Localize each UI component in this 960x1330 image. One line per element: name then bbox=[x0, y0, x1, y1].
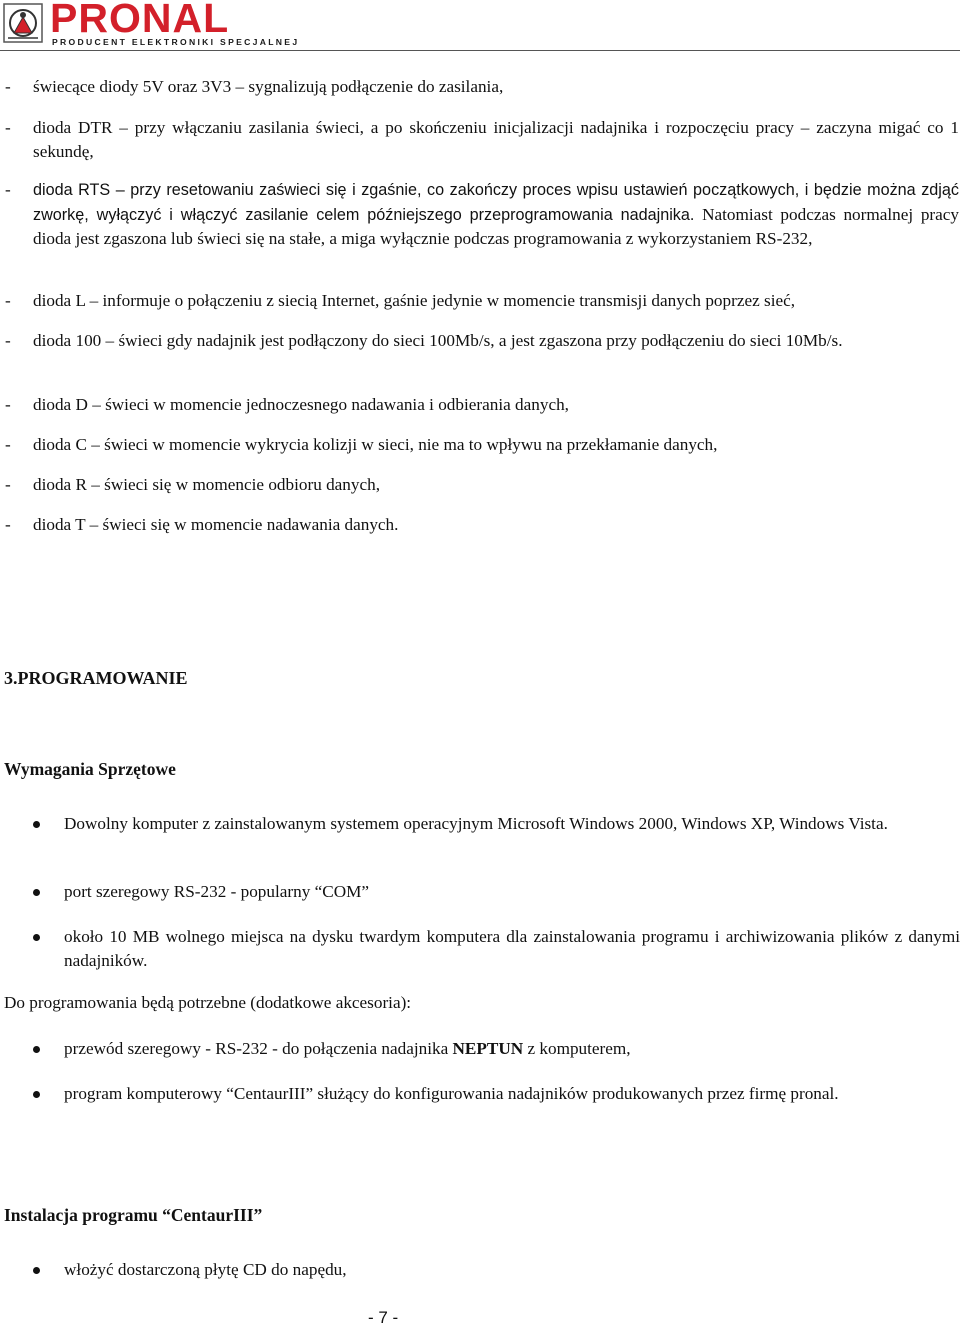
header-divider bbox=[0, 50, 960, 51]
bullet-icon bbox=[33, 1091, 40, 1098]
accessories-intro: Do programowania będą potrzebne (dodatkowe akcesoria): bbox=[4, 993, 412, 1012]
pronal-logo-icon bbox=[3, 3, 43, 43]
rts-description: dioda RTS – przy resetowaniu zaświeci się i zgaśnie, co zakończy proces wpisu ustawień początkowych, i będzie można zdjąć zworkę, wyłączyć i włączyć zasilanie celem późniejszego przeprogramowania nadajnika. bbox=[33, 181, 959, 224]
list-item-text: dioda 100 – świeci gdy nadajnik jest podłączony do sieci 100Mb/s, a jest zgaszona przy podłączeniu do sieci 10Mb/s. bbox=[33, 331, 843, 350]
list-item-text: program komputerowy “CentaurIII” służący do konfigurowania nadajników produkowanych przez firmę pronal. bbox=[64, 1084, 839, 1103]
list-item-text: dioda T – świeci się w momencie nadawania danych. bbox=[33, 515, 399, 534]
list-item-text: około 10 MB wolnego miejsca na dysku twardym komputera dla zainstalowania programu i archiwizowania plików z danymi nadajników. bbox=[64, 927, 960, 970]
list-item-text: dioda DTR – przy włączaniu zasilania świeci, a po skończeniu inicjalizacji nadajnika i rozpoczęciu pracy – zaczyna migać co 1 sekundę, bbox=[33, 118, 959, 161]
list-dash: - bbox=[5, 435, 11, 454]
list-dash: - bbox=[5, 395, 11, 414]
list-item-text: świecące diody 5V oraz 3V3 – sygnalizują podłączenie do zasilania, bbox=[33, 77, 504, 96]
list-dash: - bbox=[5, 331, 11, 350]
list-dash: - bbox=[5, 291, 11, 310]
page-number: - 7 - bbox=[368, 1308, 399, 1327]
list-item-text: dioda C – świeci w momencie wykrycia kolizji w sieci, nie ma to wpływu na przekłamanie danych, bbox=[33, 435, 718, 454]
rts-description-continued: Natomiast podczas normalnej pracy dioda jest zgaszona lub świeci się na stałe, a miga wyłącznie podczas programowania z wykorzystaniem RS-232, bbox=[33, 204, 959, 248]
list-item-text: dioda L – informuje o połączeniu z siecią Internet, gaśnie jedynie w momencie transmisji danych poprzez sieć, bbox=[33, 291, 796, 310]
logo-subtitle: PRODUCENT ELEKTRONIKI SPECJALNEJ bbox=[52, 37, 300, 47]
page-header bbox=[0, 0, 960, 52]
cable-text: przewód szeregowy - RS-232 - do połączenia nadajnika bbox=[64, 1039, 453, 1058]
list-dash: - bbox=[5, 180, 11, 199]
logo-wordmark: PRONAL bbox=[50, 0, 230, 41]
list-item-text bbox=[33, 178, 959, 251]
bullet-icon bbox=[33, 889, 40, 896]
section-heading: 3.PROGRAMOWANIE bbox=[4, 668, 188, 688]
list-item-text: port szeregowy RS-232 - popularny “COM” bbox=[64, 882, 370, 901]
product-name: NEPTUN bbox=[452, 1039, 524, 1058]
list-dash: - bbox=[5, 515, 11, 534]
list-dash: - bbox=[5, 118, 11, 137]
bullet-icon bbox=[33, 1046, 40, 1053]
list-item-text bbox=[64, 1037, 960, 1061]
list-item-text: dioda D – świeci w momencie jednoczesnego nadawania i odbierania danych, bbox=[33, 395, 569, 414]
bullet-icon bbox=[33, 934, 40, 941]
bullet-icon bbox=[33, 821, 40, 828]
install-heading: Instalacja programu “CentaurIII” bbox=[4, 1205, 263, 1225]
list-item-text: włożyć dostarczoną płytę CD do napędu, bbox=[64, 1260, 347, 1279]
bullet-icon bbox=[33, 1267, 40, 1274]
cable-text-end: z komputerem, bbox=[523, 1039, 631, 1058]
list-item-text: dioda R – świeci się w momencie odbioru danych, bbox=[33, 475, 381, 494]
hardware-heading: Wymagania Sprzętowe bbox=[4, 759, 176, 779]
list-dash: - bbox=[5, 475, 11, 494]
list-dash: - bbox=[5, 77, 11, 96]
list-item-text: Dowolny komputer z zainstalowanym systemem operacyjnym Microsoft Windows 2000, Windows XP, Windows Vista. bbox=[64, 814, 888, 833]
